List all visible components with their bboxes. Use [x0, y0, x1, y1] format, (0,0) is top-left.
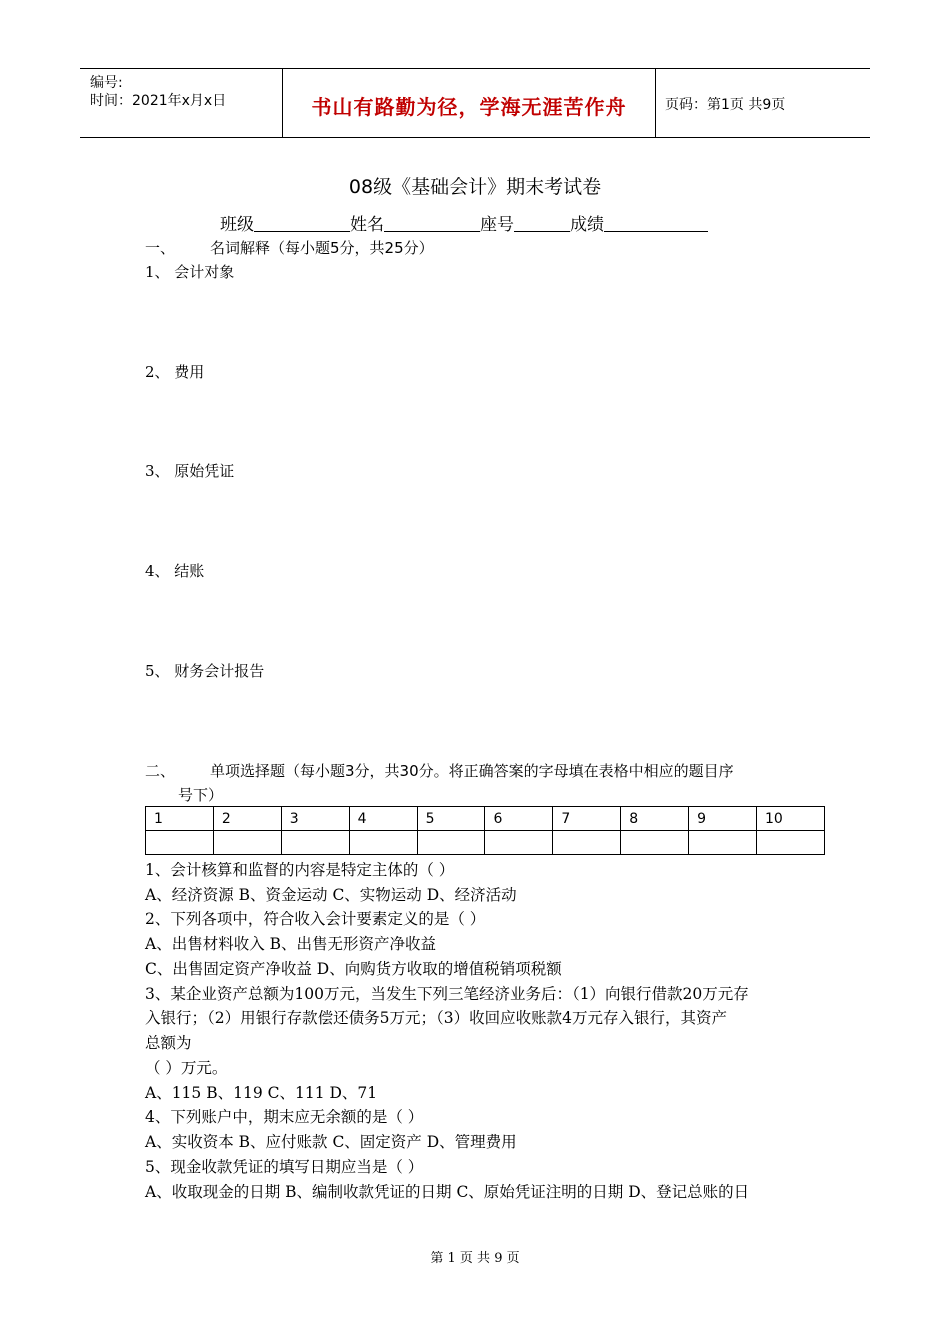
answer-col-header: 1 [146, 807, 214, 831]
option-line: A、实收资本 B、应付账款 C、固定资产 D、管理费用 [145, 1133, 517, 1151]
header-meta [80, 69, 282, 137]
option-line: A、出售材料收入 B、出售无形资产净收益 [145, 935, 437, 953]
document-header [80, 68, 870, 138]
section2-number: 二、 [145, 762, 176, 780]
score-label: 成绩 [570, 215, 604, 235]
page-info: 页码：第1页 共9页 [665, 97, 786, 113]
question-line: 3、某企业资产总额为100万元，当发生下列三笔经济业务后：（1）向银行借款20万元存 [145, 985, 749, 1003]
term-item: 3、 原始凭证 [145, 462, 235, 480]
answer-table-blank-row [146, 831, 825, 855]
answer-table-header-row [146, 807, 825, 831]
option-line: A、收取现金的日期 B、编制收款凭证的日期 C、原始凭证注明的日期 D、登记总账的日 [145, 1183, 750, 1201]
score-blank[interactable] [604, 213, 708, 232]
seat-label: 座号 [480, 215, 514, 235]
option-line: A、经济资源 B、资金运动 C、实物运动 D、经济活动 [145, 886, 517, 904]
section1-heading: 名词解释（每小题5分，共25分） [210, 239, 434, 257]
answer-col-header: 7 [553, 807, 621, 831]
section2-heading-line1: 单项选择题（每小题3分，共30分。将正确答案的字母填在表格中相应的题目序 [210, 762, 734, 780]
answer-col-header: 5 [417, 807, 485, 831]
answer-cell[interactable] [757, 831, 825, 855]
class-label: 班级 [220, 215, 254, 235]
name-label: 姓名 [350, 215, 384, 235]
answer-cell[interactable] [146, 831, 214, 855]
question-line: 总额为 [145, 1034, 192, 1052]
answer-cell[interactable] [417, 831, 485, 855]
answer-col-header: 10 [757, 807, 825, 831]
term-item: 2、 费用 [145, 363, 205, 381]
name-blank[interactable] [384, 213, 480, 232]
answer-col-header: 6 [485, 807, 553, 831]
number-label: 编号: [90, 75, 123, 91]
question-line: 5、现金收款凭证的填写日期应当是（ ） [145, 1158, 424, 1176]
question-line: 4、下列账户中，期末应无余额的是（ ） [145, 1108, 424, 1126]
answer-col-header: 4 [349, 807, 417, 831]
answer-col-header: 8 [621, 807, 689, 831]
option-line: C、出售固定资产净收益 D、向购货方收取的增值税销项税额 [145, 960, 562, 978]
student-info-line [220, 210, 708, 235]
time-label: 时间：2021年x月x日 [90, 93, 227, 109]
answer-table [145, 806, 825, 855]
section1-number: 一、 [145, 239, 176, 257]
answer-cell[interactable] [213, 831, 281, 855]
question-line: （ ）万元。 [145, 1059, 228, 1077]
question-line: 入银行；（2）用银行存款偿还债务5万元；（3）收回应收账款4万元存入银行，其资产 [145, 1009, 727, 1027]
option-line: A、115 B、119 C、111 D、71 [145, 1084, 378, 1102]
answer-cell[interactable] [349, 831, 417, 855]
class-blank[interactable] [254, 213, 350, 232]
motto: 书山有路勤为径，学海无涯苦作舟 [311, 95, 627, 119]
seat-blank[interactable] [514, 213, 570, 232]
answer-cell[interactable] [485, 831, 553, 855]
answer-col-header: 3 [281, 807, 349, 831]
term-item: 4、 结账 [145, 562, 205, 580]
exam-title: 08级《基础会计》期末考试卷 [348, 176, 602, 198]
term-item: 5、 财务会计报告 [145, 662, 265, 680]
answer-cell[interactable] [621, 831, 689, 855]
answer-col-header: 9 [689, 807, 757, 831]
header-page-cell [655, 69, 870, 137]
answer-cell[interactable] [281, 831, 349, 855]
header-motto-cell [282, 69, 656, 137]
page-footer: 第 1 页 共 9 页 [430, 1251, 520, 1266]
answer-cell[interactable] [689, 831, 757, 855]
term-item: 1、 会计对象 [145, 263, 235, 281]
section2-heading-line2: 号下） [178, 786, 224, 804]
answer-col-header: 2 [213, 807, 281, 831]
question-line: 1、会计核算和监督的内容是特定主体的（ ） [145, 861, 455, 879]
answer-cell[interactable] [553, 831, 621, 855]
question-line: 2、下列各项中，符合收入会计要素定义的是（ ） [145, 910, 486, 928]
